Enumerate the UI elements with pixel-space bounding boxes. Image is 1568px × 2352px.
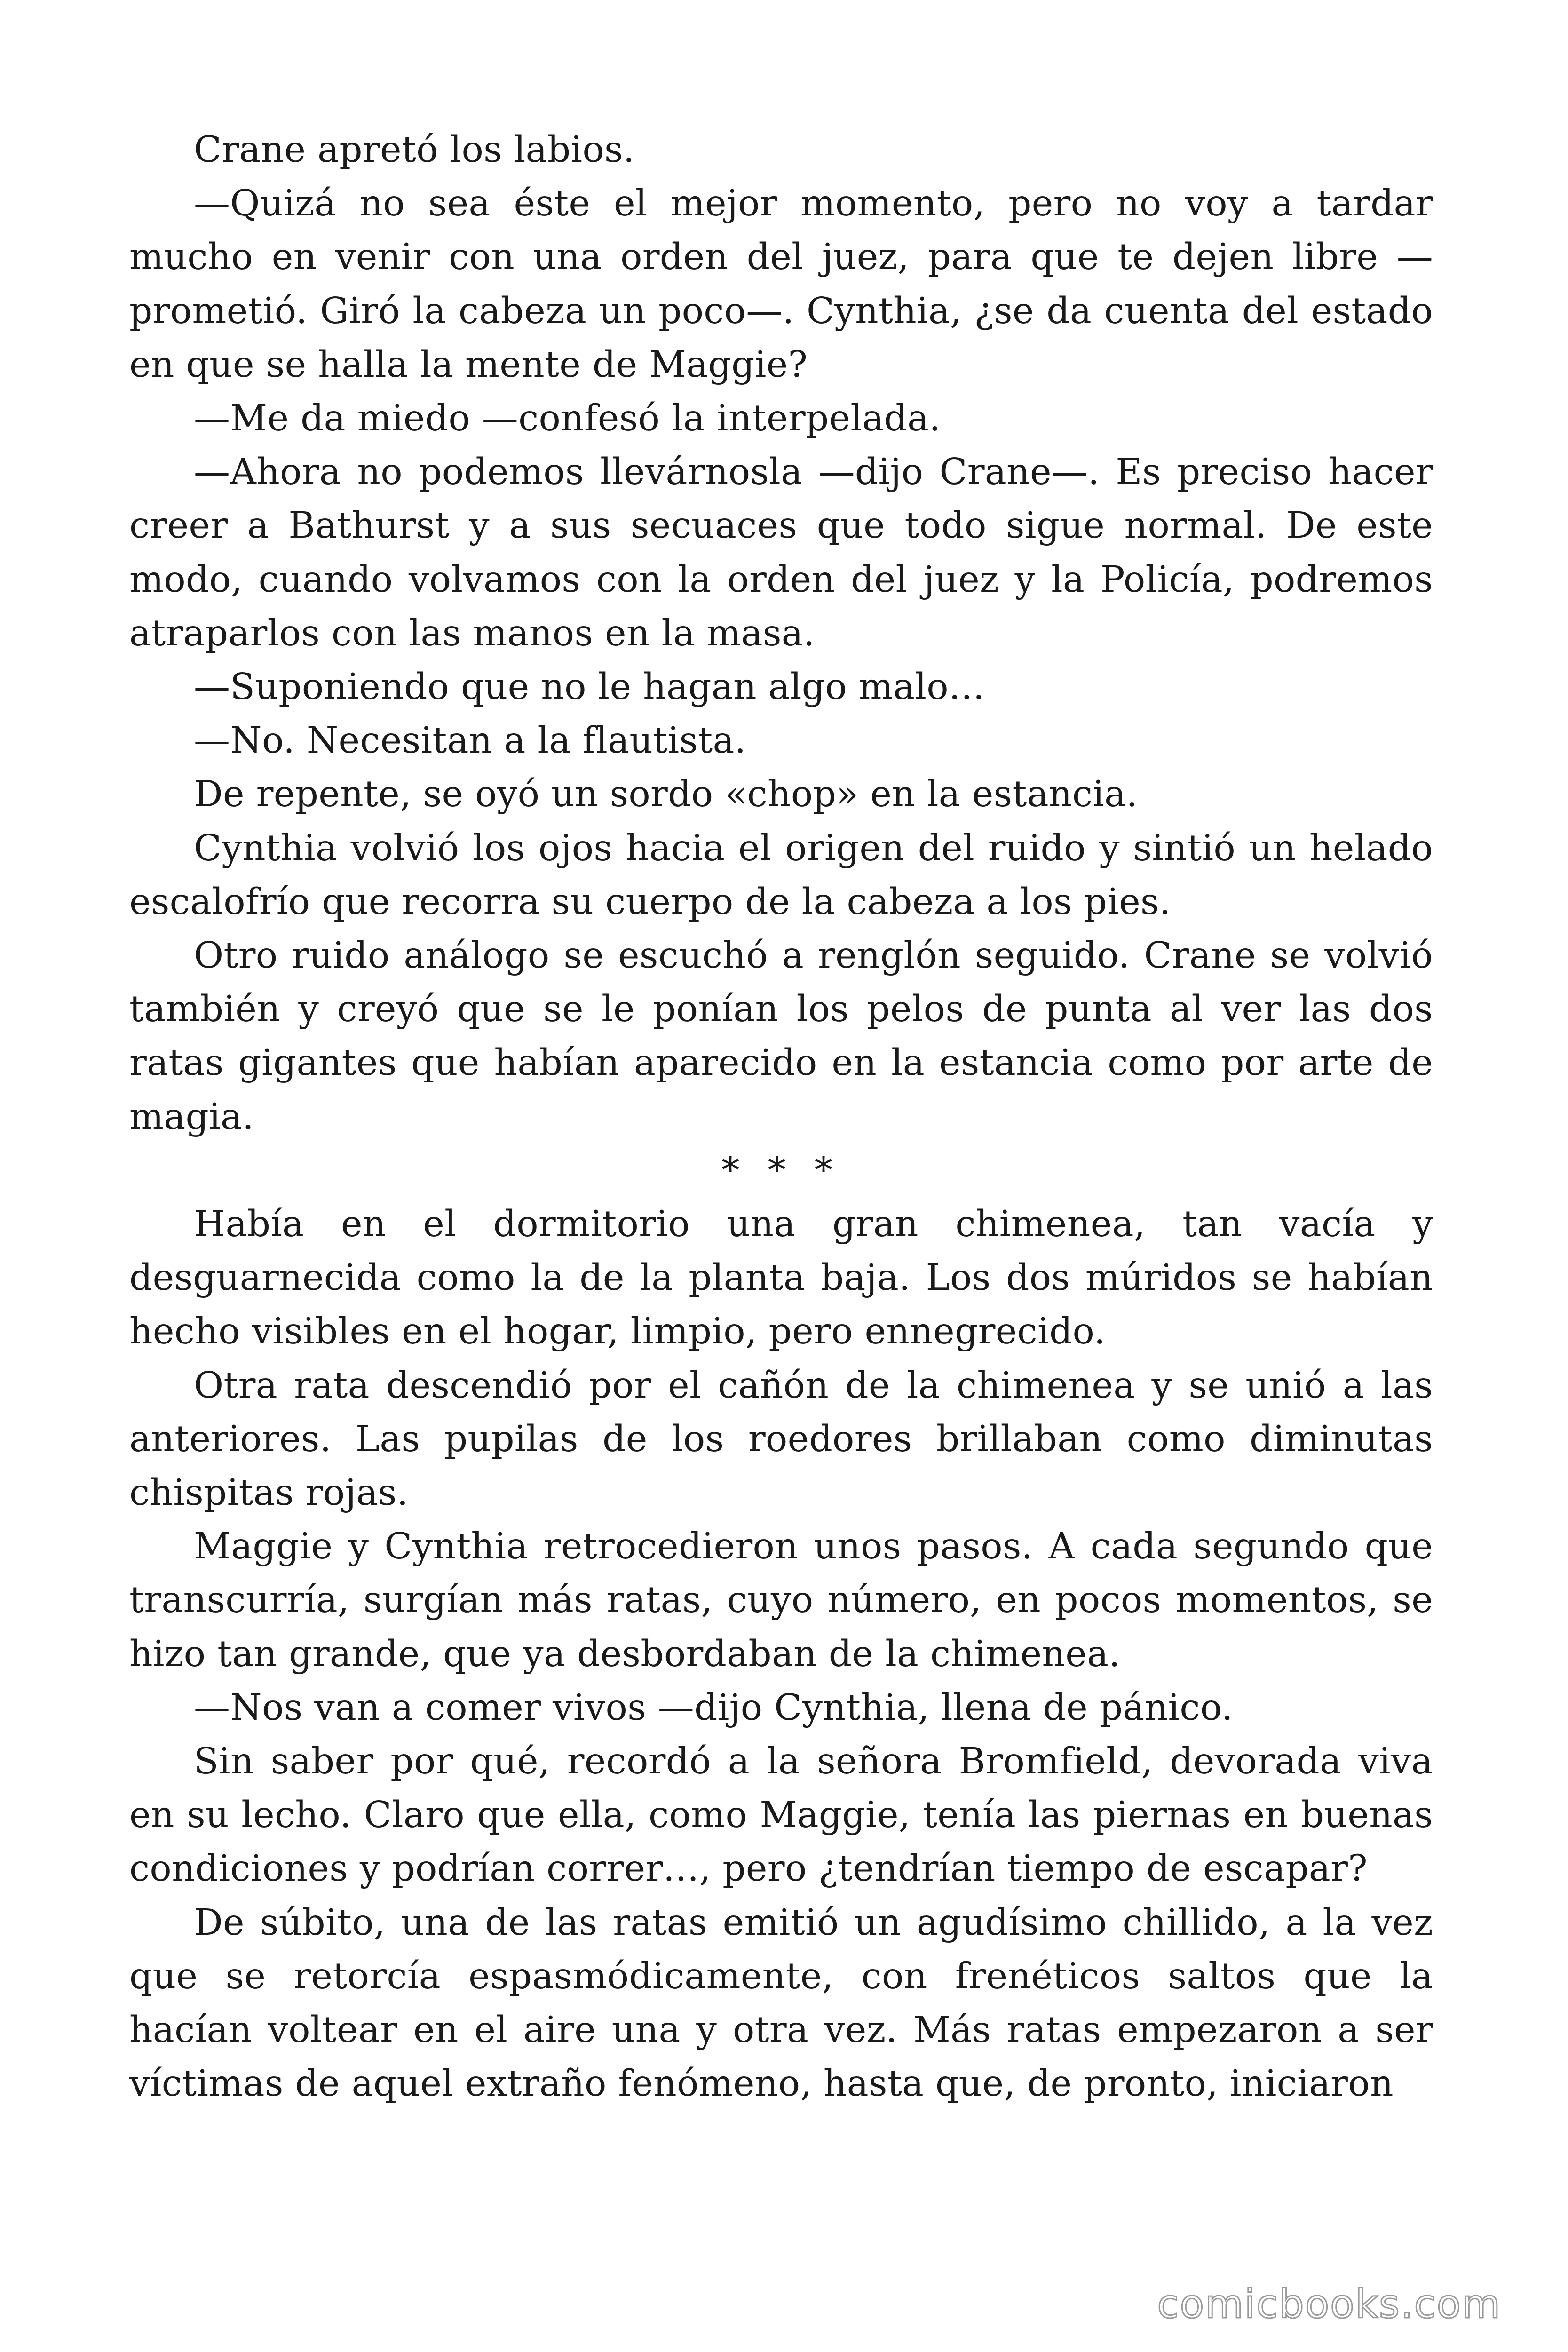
paragraph-15: De súbito, una de las ratas emitió un agudísimo chillido, a la vez que se retorcía espasmódicamente, con frenéticos saltos que la hacían voltear en el aire una y otra vez. Más ratas empezaron a ser víctimas de aquel extraño fenómeno, hasta que, de pronto, iniciaron	[129, 1901, 1433, 2105]
paragraph-2: —Quizá no sea éste el mejor momento, pero no voy a tardar mucho en venir con una orden del juez, para que te dejen libre —prometió. Giró la cabeza un poco—. Cynthia, ¿se da cuenta del estado en que se halla la mente de Maggie?	[129, 183, 1433, 386]
paragraph-7: De repente, se oyó un sordo «chop» en la estancia.	[194, 773, 1138, 816]
paragraph-13: —Nos van a comer vivos —dijo Cynthia, llena de pánico.	[194, 1686, 1233, 1729]
paragraph-4: —Ahora no podemos llevárnosla —dijo Crane—. Es preciso hacer creer a Bathurst y a sus secuaces que todo sigue normal. De este modo, cuando volvamos con la orden del juez y la Policía, podremos atraparlos con las manos en la masa.	[129, 451, 1433, 654]
paragraph-8: Cynthia volvió los ojos hacia el origen del ruido y sintió un helado escalofrío que recorra su cuerpo de la cabeza a los pies.	[129, 827, 1433, 923]
paragraph-5: —Suponiendo que no le hagan algo malo…	[194, 666, 985, 708]
paragraph-14: Sin saber por qué, recordó a la señora Bromfield, devorada viva en su lecho. Claro que ella, como Maggie, tenía las piernas en buenas condiciones y podrían correr…, pero ¿tendrían tiempo de escapar?	[129, 1740, 1433, 1890]
paragraph-3: —Me da miedo —confesó la interpelada.	[194, 397, 941, 440]
paragraph-9: Otro ruido análogo se escuchó a renglón seguido. Crane se volvió también y creyó que se le ponían los pelos de punta al ver las dos ratas gigantes que habían aparecido en la estancia como por arte de magia.	[129, 935, 1433, 1138]
scene-break: * * *	[721, 1149, 841, 1192]
paragraph-6: —No. Necesitan a la flautista.	[194, 720, 746, 762]
paragraph-12: Maggie y Cynthia retrocedieron unos pasos. A cada segundo que transcurría, surgían más ratas, cuyo número, en pocos momentos, se hizo tan grande, que ya desbordaban de la chimenea.	[129, 1526, 1433, 1675]
paragraph-11: Otra rata descendió por el cañón de la chimenea y se unió a las anteriores. Las pupilas de los roedores brillaban como diminutas chispitas rojas.	[129, 1364, 1433, 1514]
paragraph-10: Había en el dormitorio una gran chimenea, tan vacía y desguarnecida como la de la planta baja. Los dos múridos se habían hecho visibles en el hogar, limpio, pero ennegrecido.	[129, 1203, 1433, 1353]
paragraph-1: Crane apretó los labios.	[194, 129, 635, 171]
body-text	[129, 123, 1433, 2111]
watermark-logo: comicbooks.com	[1157, 2281, 1501, 2327]
